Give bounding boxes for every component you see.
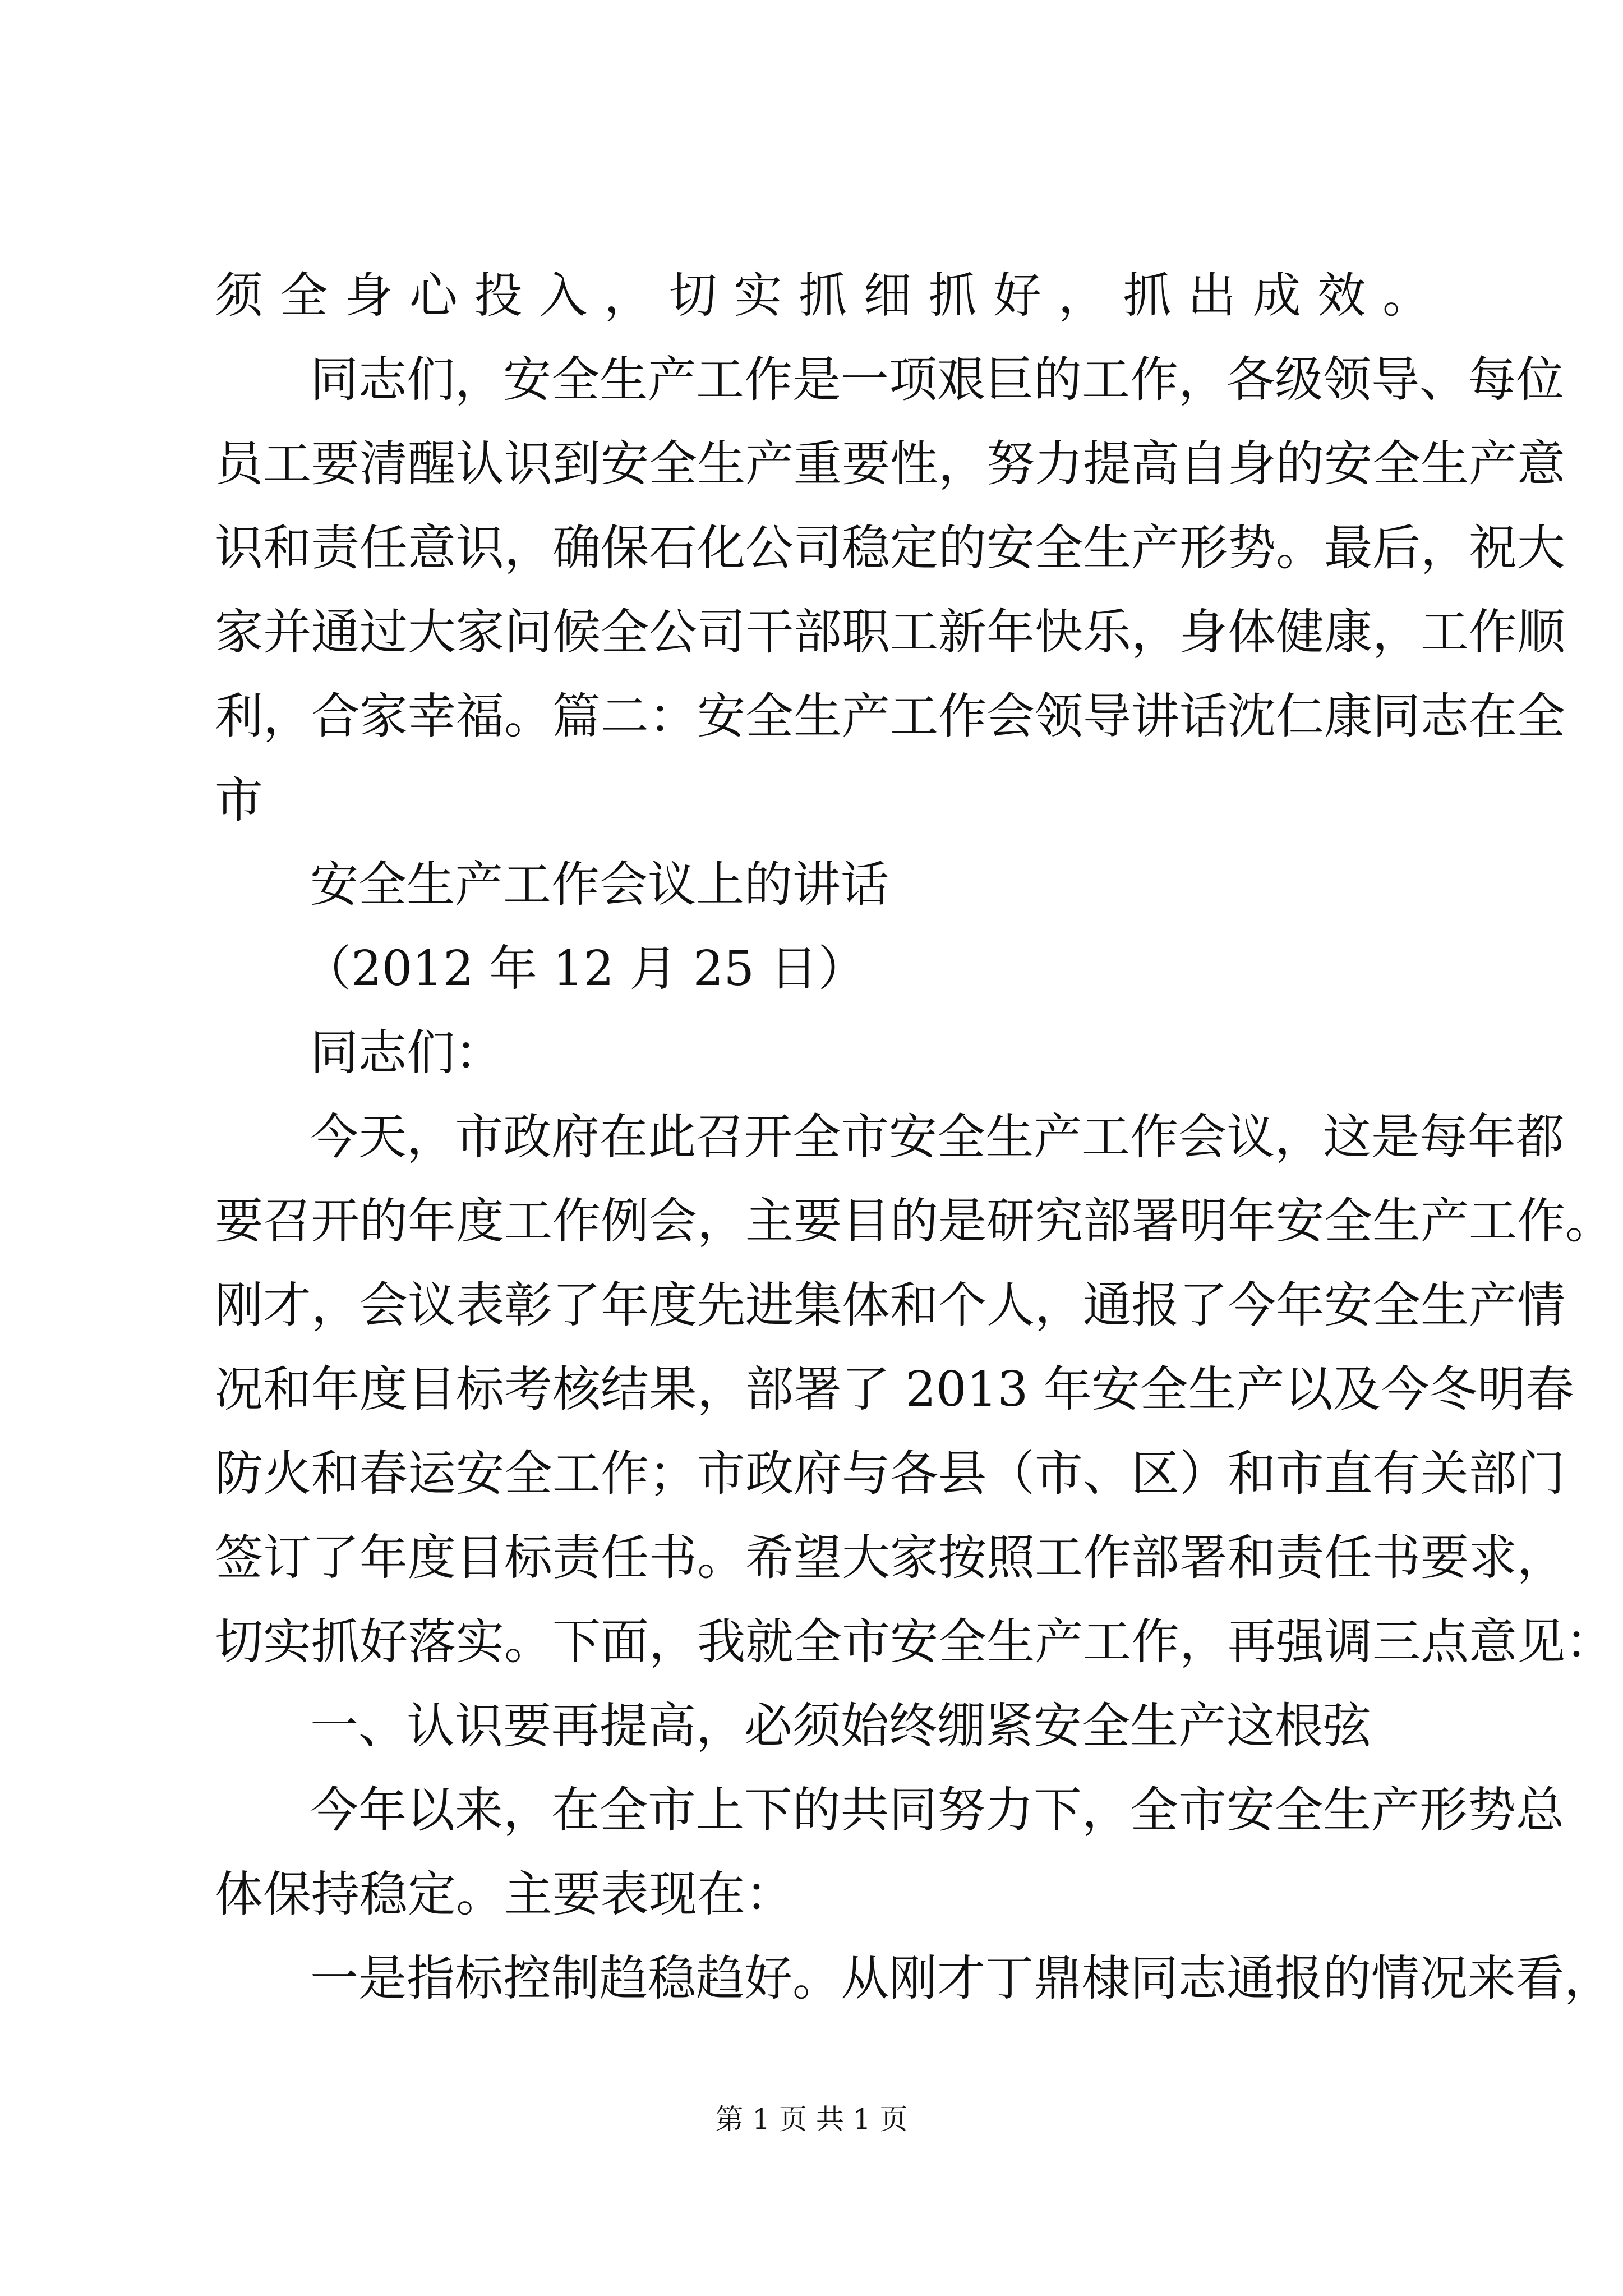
text-line-15: 防火和春运安全工作；市政府与各县（市、区）和市直有关部门 [215,1446,1565,1502]
text-line-1: 须全身心投入，切实抓细抓好，抓出成效。 [215,268,1431,324]
text-line-4: 识和责任意识，确保石化公司稳定的安全生产形势。最后，祝大 [215,520,1565,576]
text-line-21: 一是指标控制趋稳趋好。从刚才丁鼎棣同志通报的情况来看， [310,1950,1612,2007]
speech-date: （2012 年 12 月 25 日） [303,941,866,997]
text-line-7: 市 [215,772,263,829]
text-line-17: 切实抓好落实。下面，我就全市安全生产工作，再强调三点意见： [215,1614,1613,1670]
text-line-20: 体保持稳定。主要表现在： [215,1866,794,1922]
section-heading-1: 一、认识要再提高，必须始终绷紧安全生产这根弦 [310,1698,1371,1754]
salutation: 同志们： [310,1025,503,1081]
text-line-2: 同志们，安全生产工作是一项艰巨的工作，各级领导、每位 [310,352,1564,408]
speech-title: 安全生产工作会议上的讲话 [310,857,889,913]
text-line-16: 签订了年度目标责任书。希望大家按照工作部署和责任书要求， [215,1530,1565,1586]
text-line-5: 家并通过大家问候全公司干部职工新年快乐，身体健康，工作顺 [215,604,1565,660]
text-line-11: 今天，市政府在此召开全市安全生产工作会议，这是每年都 [310,1109,1564,1165]
text-line-6: 利，合家幸福。篇二：安全生产工作会领导讲话沈仁康同志在全 [215,688,1565,744]
text-line-19: 今年以来，在全市上下的共同努力下，全市安全生产形势总 [310,1782,1564,1838]
page-footer: 第 1 页 共 1 页 [715,2103,908,2136]
text-line-14: 况和年度目标考核结果，部署了 2013 年安全生产以及今冬明春 [215,1361,1574,1418]
text-line-13: 刚才，会议表彰了年度先进集体和个人，通报了今年安全生产情 [215,1277,1565,1333]
text-line-12: 要召开的年度工作例会，主要目的是研究部署明年安全生产工作。 [215,1193,1613,1249]
text-line-3: 员工要清醒认识到安全生产重要性，努力提高自身的安全生产意 [215,436,1565,492]
